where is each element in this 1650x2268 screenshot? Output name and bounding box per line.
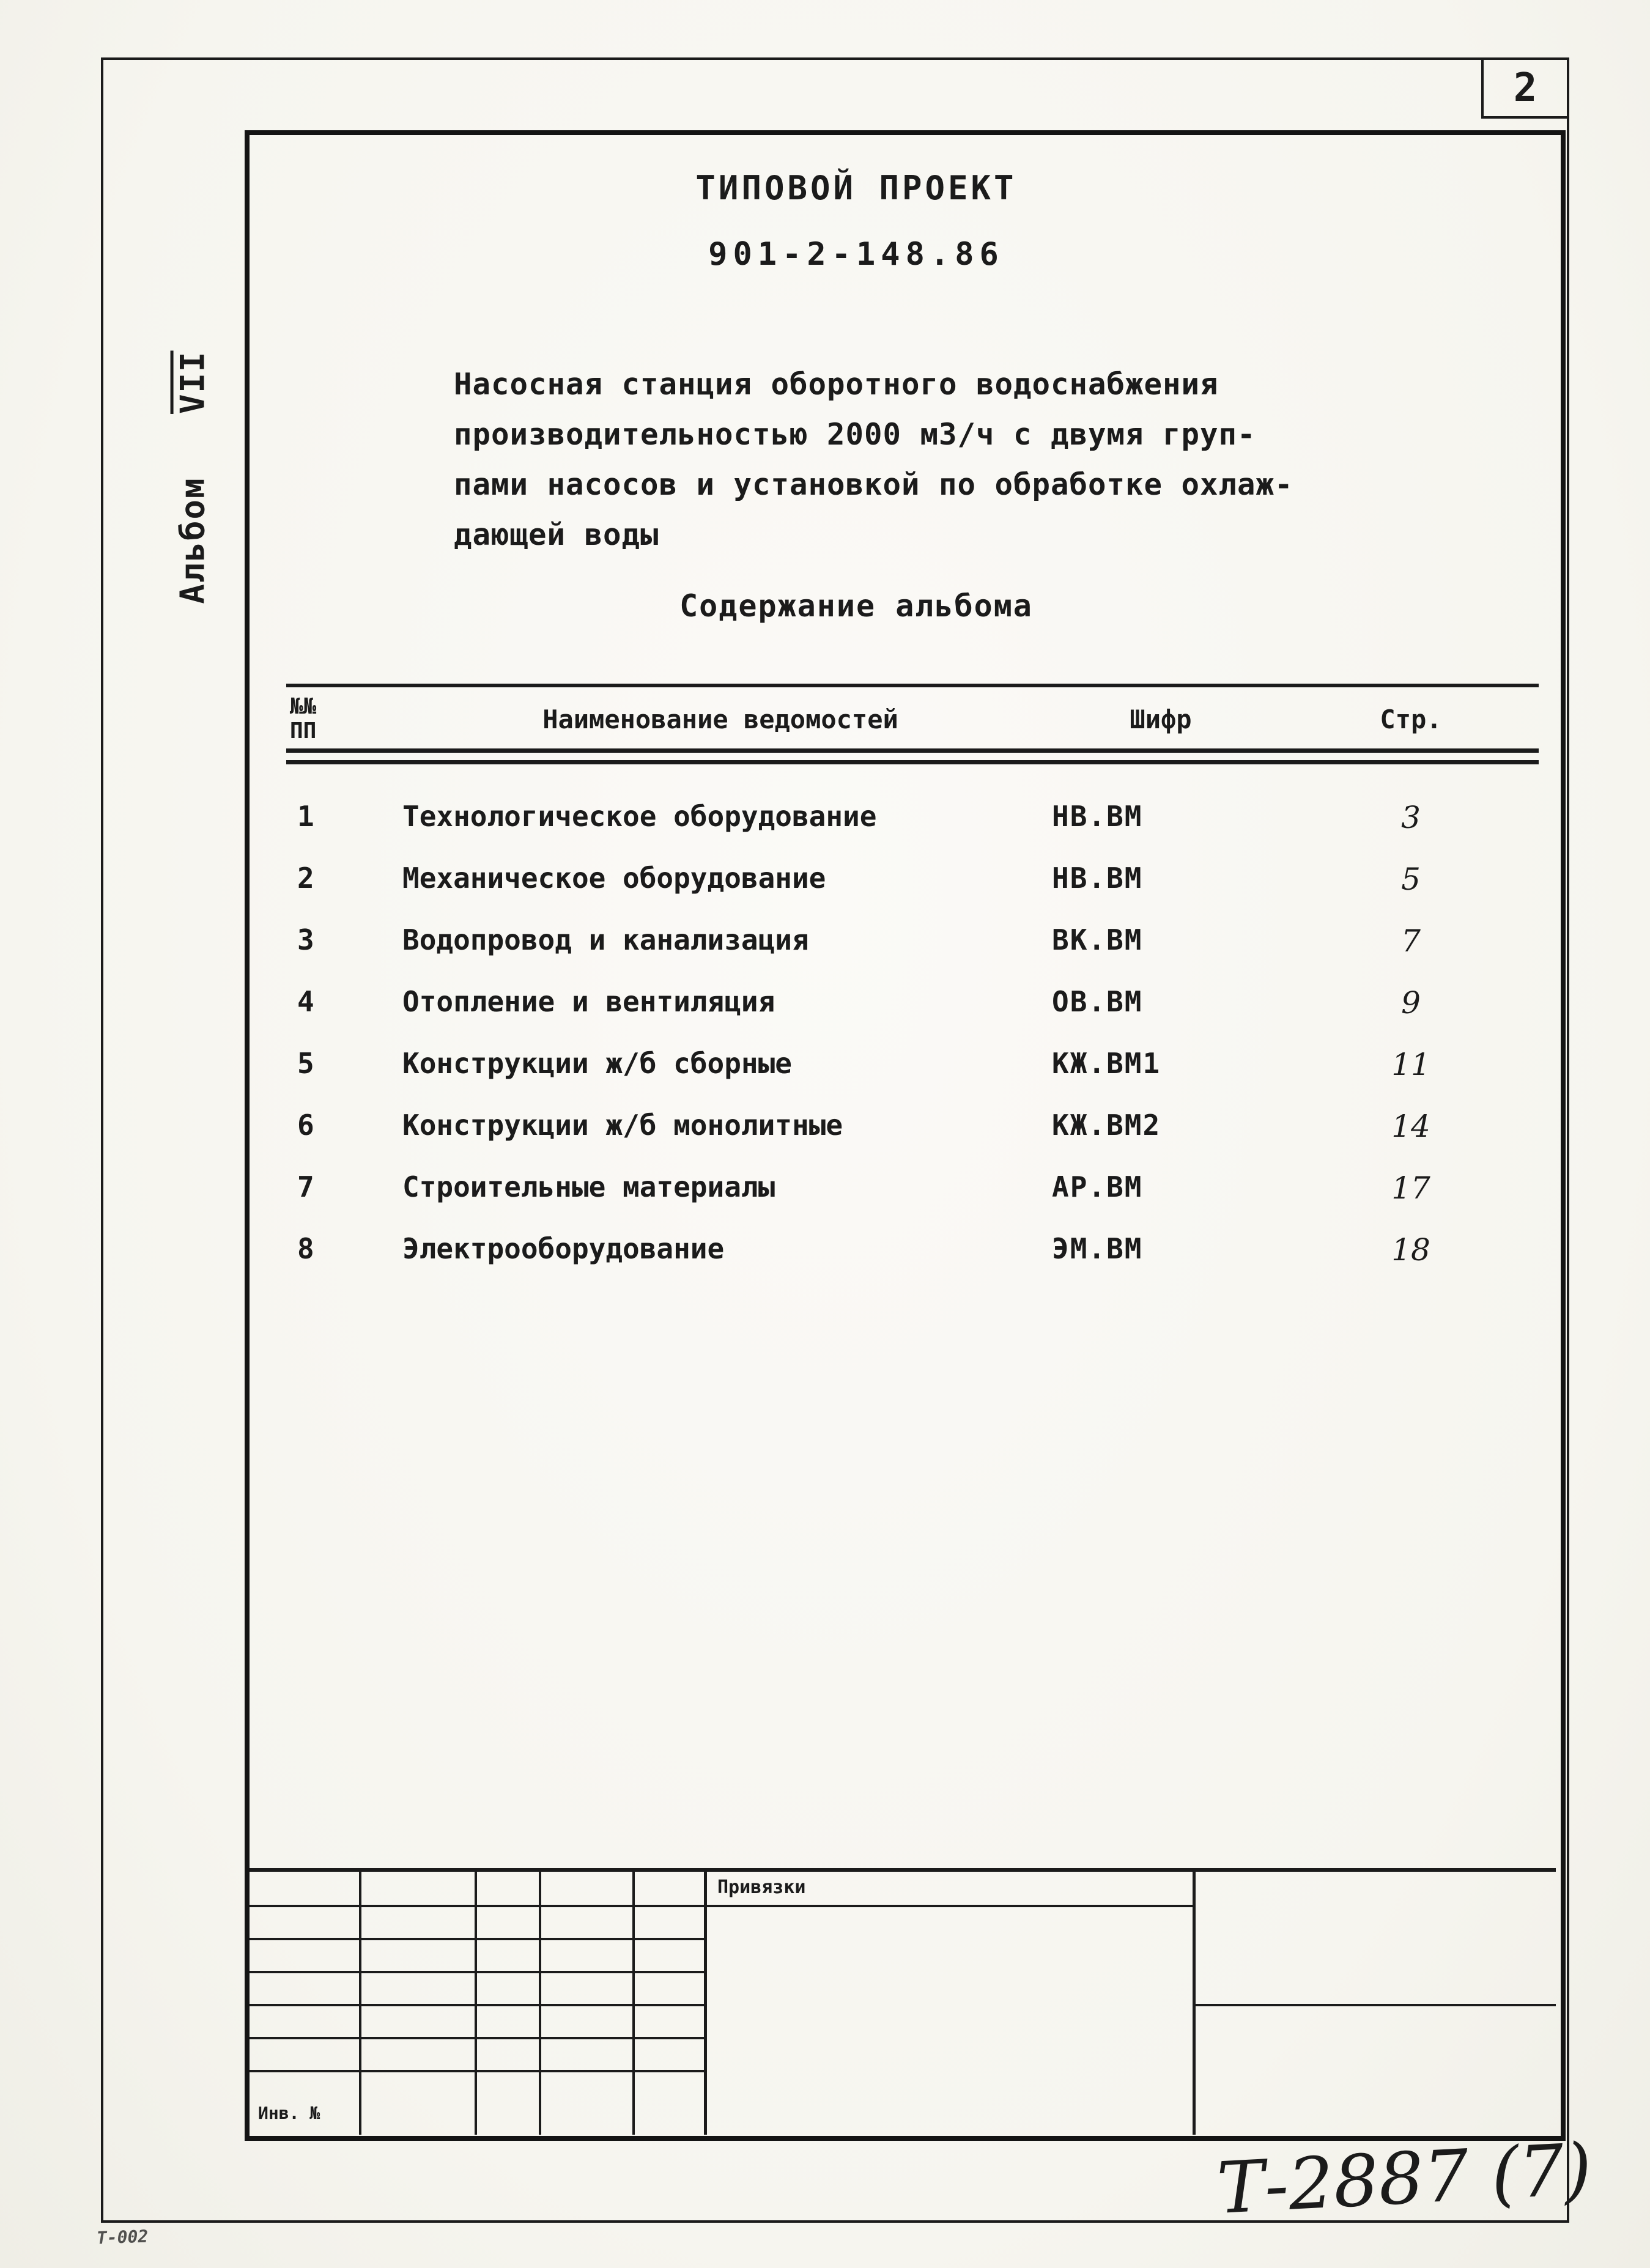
description-line: дающей воды: [454, 517, 659, 552]
table-header-row: [286, 687, 1539, 748]
table-body: [286, 800, 1539, 1294]
description-line: производительностью 2000 м3/ч с двумя груп-: [454, 417, 1256, 452]
inventory-label: Инв. №: [258, 2103, 320, 2123]
table-row: 4 Отопление и вентиляция ОВ.ВМ 9: [297, 985, 1421, 1021]
table-row: 1 Технологическое оборудование НВ.ВМ 3: [297, 800, 1421, 835]
title-block-rule: [250, 1905, 704, 1907]
album-number: $\overline{VII}$: [173, 350, 212, 414]
title-block-label: Привязки: [717, 1877, 806, 1898]
title-block-rule: [250, 2070, 704, 2072]
contents-table: [286, 684, 1539, 1294]
album-word: Альбом: [173, 477, 212, 604]
description-line: Насосная станция оборотного водоснабжения: [454, 367, 1219, 402]
document-number: 901-2-148.86: [708, 236, 1004, 273]
title-block-rule: [704, 1905, 1196, 1907]
column-header-code: Шифр: [1130, 704, 1192, 734]
table-header-double-rule: [286, 748, 1539, 764]
album-label: [138, 350, 248, 604]
table-row: 3 Водопровод и канализация ВК.ВМ 7: [297, 923, 1421, 959]
column-header-number: №№ ПП: [290, 694, 317, 744]
column-header-name: Наименование ведомостей: [542, 704, 898, 734]
title-block-rule: [359, 1872, 361, 2135]
title-block-rule: [704, 1872, 707, 2135]
title-block: [250, 1868, 1556, 2135]
contents-heading: Содержание альбома: [679, 588, 1033, 624]
project-description: [454, 360, 1408, 560]
description-line: пами насосов и установкой по обработке охлаж-: [454, 467, 1293, 502]
table-row: 7 Строительные материалы АР.ВМ 17: [297, 1170, 1430, 1206]
title-block-rule: [250, 1971, 704, 1973]
title-block-rule: [632, 1872, 635, 2135]
document-type-title: ТИПОВОЙ ПРОЕКТ: [695, 169, 1017, 207]
title-block-rule: [1193, 2004, 1556, 2006]
corner-code: Т-002: [96, 2226, 149, 2248]
title-block-rule: [1193, 1872, 1196, 2135]
title-block-rule: [475, 1872, 477, 2135]
page-number: 2: [1513, 65, 1537, 111]
column-header-page: Стр.: [1380, 704, 1442, 734]
table-row: 2 Механическое оборудование НВ.ВМ 5: [297, 862, 1421, 897]
table-row: 5 Конструкции ж/б сборные КЖ.ВМ1 11: [297, 1047, 1430, 1082]
title-block-rule: [250, 2037, 704, 2039]
table-row: 6 Конструкции ж/б монолитные КЖ.ВМ2 14: [297, 1109, 1430, 1144]
title-block-rule: [250, 2004, 704, 2006]
handwritten-archive-number: Т-2887 (7): [1215, 2128, 1594, 2230]
title-block-rule: [250, 1938, 704, 1940]
title-block-rule: [539, 1872, 541, 2135]
table-row: 8 Электрооборудование ЭМ.ВМ 18: [297, 1232, 1430, 1268]
page-number-box: [1481, 60, 1567, 119]
